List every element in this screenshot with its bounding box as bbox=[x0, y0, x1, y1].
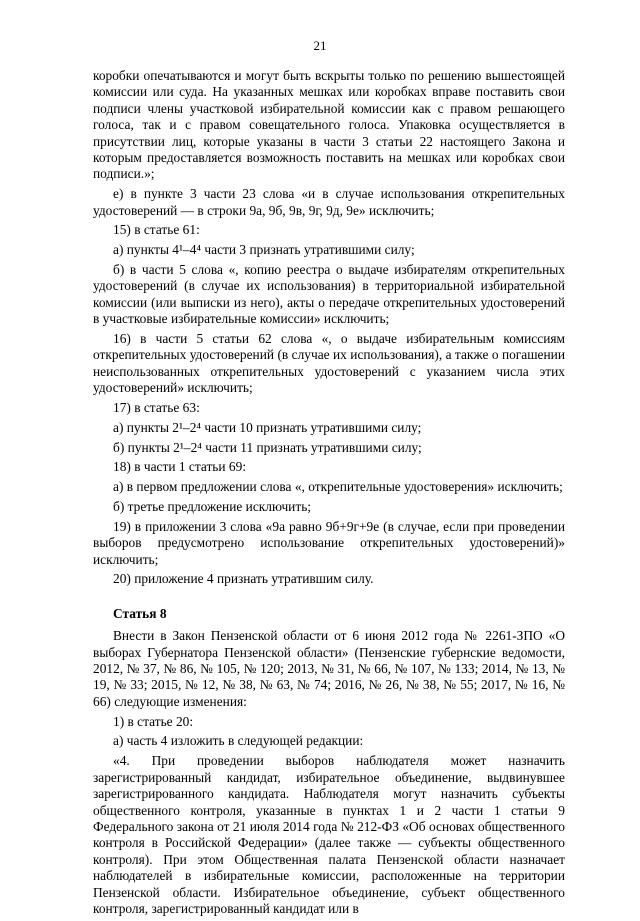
paragraph: 18) в части 1 статьи 69: bbox=[113, 459, 247, 475]
paragraph: а) пункты 2¹–2⁴ части 10 признать утратившими силу; bbox=[113, 419, 422, 435]
paragraph: б) в части 5 слова «, копию реестра о выдаче избирателям открепительных удостоверений (в случае их использования) в территориальной избирательной комиссии (или выписки из него), акты о передаче открепительных удостоверений в участковые избирательные комиссии» исключить; bbox=[93, 262, 565, 327]
document-body bbox=[93, 68, 565, 921]
paragraph: а) пункты 4¹–4⁴ части 3 признать утратившими силу; bbox=[113, 242, 415, 258]
paragraph: 1) в статье 20: bbox=[113, 713, 194, 729]
paragraph: б) третье предложение исключить; bbox=[113, 499, 312, 515]
paragraph: б) пункты 2¹–2⁴ части 11 признать утратившими силу; bbox=[113, 439, 422, 455]
paragraph: е) в пункте 3 части 23 слова «и в случае использования открепительных удостоверений — в строки 9а, 9б, 9в, 9г, 9д, 9е» исключить; bbox=[93, 186, 565, 218]
paragraph: 17) в статье 63: bbox=[113, 400, 200, 416]
paragraph: «4. При проведении выборов наблюдателя может назначить зарегистрированный кандидат, избирательное объединение, выдвинувшее зарегистрированного кандидата. Наблюдателя могут назначить субъекты общественного контроля, указанные в пунктах 1 и 2 части 1 статьи 9 Федерального закона от 21 июля 2014 года № 212-ФЗ «Об основах общественного контроля в Российской Федерации» (далее также — субъекты общественного контроля). При этом Общественная палата Пензенской области назначает наблюдателей в избирательные комиссии, расположенные на территории Пензенской области. Избирательное объединение, субъект общественного контроля, зарегистрированный кандидат или в bbox=[93, 753, 565, 916]
page-number: 21 bbox=[313, 38, 327, 53]
paragraph: Внести в Закон Пензенской области от 6 июня 2012 года № 2261-ЗПО «О выборах Губернатора Пензенской области» (Пензенские губернские ведомости, 2012, № 37, № 86, № 105, № 120; 2013, № 31, № 66, № 107, № 133; 2014, № 13, № 19, № 33; 2015, № 12, № 38, № 63, № 74; 2016, № 26, № 38, № 55; 2017, № 16, № 66) следующие изменения: bbox=[93, 628, 565, 709]
paragraph: коробки опечатываются и могут быть вскрыты только по решению вышестоящей комиссии или суда. На указанных мешках или коробках вправе поставить свои подписи члены участковой избирательной комиссии как с правом решающего голоса, так и с правом совещательного голоса. Упаковка осуществляется в присутствии лиц, которые указаны в части 3 статьи 22 настоящего Закона и которым предоставляется возможность поставить на мешках или коробках свои подписи.»; bbox=[93, 68, 565, 182]
paragraph: а) в первом предложении слова «, открепительные удостоверения» исключить; bbox=[113, 479, 563, 495]
paragraph: 16) в части 5 статьи 62 слова «, о выдаче избирательным комиссиям открепительных удостоверений (в случае их использования), а также о погашении неиспользованных открепительных удостоверений с указанием числа этих удостоверений» исключить; bbox=[93, 331, 565, 396]
paragraph: 15) в статье 61: bbox=[113, 222, 200, 238]
paragraph: 19) в приложении 3 слова «9а равно 9б+9г+9е (в случае, если при проведении выборов предусмотрено использование открепительных удостоверений)» исключить; bbox=[93, 518, 565, 567]
article-heading: Статья 8 bbox=[113, 605, 167, 621]
paragraph: 20) приложение 4 признать утратившим силу. bbox=[113, 571, 374, 587]
paragraph: а) часть 4 изложить в следующей редакции: bbox=[113, 733, 364, 749]
